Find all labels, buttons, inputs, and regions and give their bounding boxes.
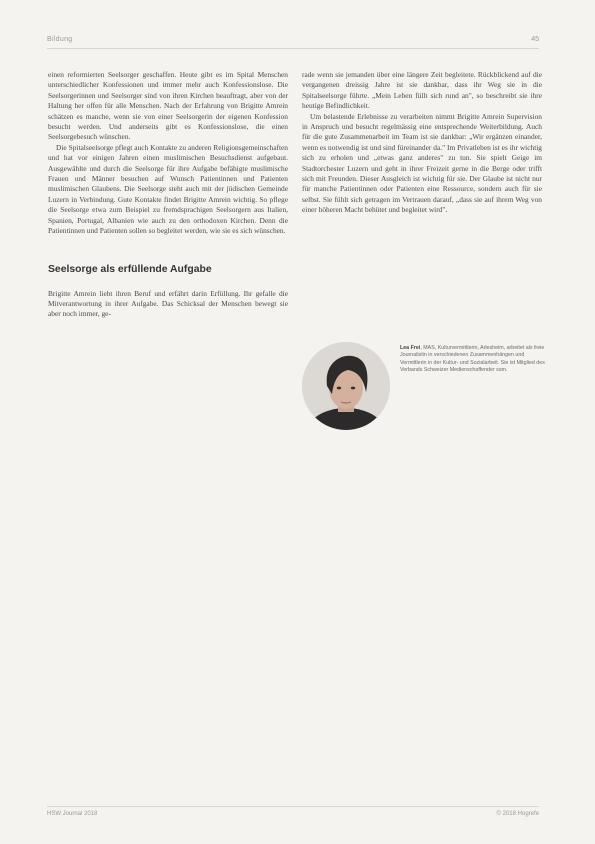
right-paragraph-2: Um belastende Erlebnisse zu verarbeiten nimmt Brigitte Amrein Supervision in Anspruch und besucht regelmässig eine entsprechende Weiterbildung. Auch für die gute Zusammenarbeit im Team ist sie dankbar: „Wir ergänzen einander, wenn es notwendig ist und sind füreinander da." Im Privatleben ist es ihr wichtig sich zu erholen und „etwas ganz anderes" zu tun. Sie spielt Geige im Stadtorchester Luzern und geht in ihrer Freizeit gerne in die Berge oder trifft sich mit Freunden. Dieser Ausgleich ist wichtig für sie. Der Glaube ist nicht nur für manche Patientinnen oder Patienten eine Ressource, sondern auch für sie selbst. Sie fühlt sich getragen im Vertrauen darauf, „dass sie auf ihrem Weg von einer höheren Macht behütet und begleitet wird".	[302, 111, 542, 215]
left-paragraph-1: einen reformierten Seelsorger geschaffen. Heute gibt es im Spital Menschen unterschiedlicher Konfessionen und immer mehr auch Konfessionslose. Die Seelsorgerinnen und Seelsorger sind von ihren Kirchen beauftragt, aber von der Haltung her offen für alle Menschen. Nach der Erfahrung von Brigitte Amrein schätzen es manche, wenn sie von einer Seelsorgerin der eigenen Konfession besucht werden. Und anderseits gibt es Konfessionslose, die einen Seelsorgebesuch wünschen.	[48, 70, 288, 142]
left-column	[48, 70, 288, 320]
left-paragraph-2: Die Spitalseelsorge pflegt auch Kontakte zu anderen Religionsgemeinschaften und hat vor einigen Jahren einen muslimischen Besuchsdienst aufgebaut. Ausgewählte und durch die Seelsorge für ihre Aufgabe befähigte muslimische Frauen und Männer besuchen auf Wunsch Patientinnen und Patienten muslimischen Glaubens. Die Seelsorge steht auch mit der jüdischen Gemeinde Luzern in Verbindung. Gute Kontakte findet Brigitte Amrein wichtig. So pflege die Seelsorge etwa zum Beispiel zu fremdsprachigen Seelsorgern aus Italien, Spanien, Portugal, Albanien wie auch zu den orthodoxen Kirchen. Denn die Patientinnen und Patienten sollen so begleitet werden, wie sie es sich wünschen.	[48, 142, 288, 236]
author-name: Lea Frei	[400, 345, 421, 351]
section-heading: Seelsorge als erfüllende Aufgabe	[48, 263, 212, 275]
left-paragraph-3: Brigitte Amrein liebt ihren Beruf und erfährt darin Erfüllung. Ihr gefalle die Mitverantwortung in ihrer Aufgabe. Das Schicksal der Menschen bewegt sie aber noch immer, ge-	[48, 288, 288, 319]
footer-copyright: © 2018 Hogrefe	[496, 811, 539, 817]
top-rule	[47, 48, 539, 49]
author-bio	[400, 345, 550, 375]
bottom-rule	[47, 806, 539, 807]
footer-journal: HSW Journal 2018	[47, 811, 98, 817]
author-box	[302, 342, 552, 442]
author-portrait-icon	[302, 342, 390, 430]
page-number: 45	[531, 36, 539, 43]
right-paragraph-1: rade wenn sie jemanden über eine längere Zeit begleitete. Rückblickend auf die vergangenen dreissig Jahre ist sie dankbar, dass ihr Weg sie in die Spitalseelsorge führte. „Mein Leben füllt sich rund an", so beschreibt sie ihre heutige Befindlichkeit.	[302, 70, 542, 111]
right-column	[302, 70, 542, 216]
running-head: Bildung	[47, 36, 73, 43]
author-bio-text: , MAS, Kulturvermittlerin, Arlesheim, arbeitet als freie Journalistin in verschiedenen Zusammenhängen und Vermittlerin in der Kultur- und Sozialarbeit. Sie ist Mitglied des Verbands Schweizer Medienschaffender ssm.	[400, 345, 545, 374]
